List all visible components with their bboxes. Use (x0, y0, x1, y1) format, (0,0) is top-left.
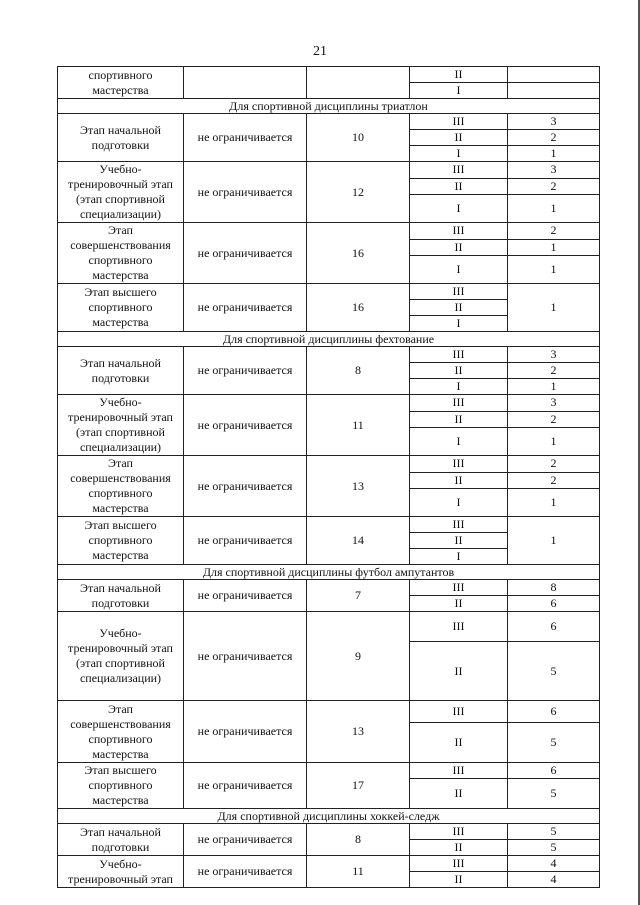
class-cell: II (410, 300, 508, 316)
limit-cell: не ограничивается (184, 856, 307, 888)
count-cell: 13 (307, 701, 410, 763)
count-cell: 8 (307, 824, 410, 856)
table-row (58, 114, 600, 130)
value-cell: 5 (508, 723, 600, 763)
stage-cell: Этап начальной подготовки (58, 824, 184, 856)
class-cell: II (410, 239, 508, 256)
value-cell: 2 (508, 456, 600, 473)
stage-cell: спортивного мастерства (58, 67, 184, 99)
section-title: Для спортивной дисциплины фехтование (58, 332, 600, 347)
value-cell: 6 (508, 763, 600, 779)
value-cell: 2 (508, 363, 600, 379)
class-cell: III (410, 612, 508, 642)
class-cell: II (410, 67, 508, 83)
limit-cell: не ограничивается (184, 456, 307, 517)
stage-cell: Этап совершенствования спортивного мастерства (58, 456, 184, 517)
page-number: 21 (313, 44, 327, 59)
section-title: Для спортивной дисциплины хоккей-следж (58, 809, 600, 824)
limit-cell: не ограничивается (184, 701, 307, 763)
value-cell: 5 (508, 824, 600, 840)
limit-cell: не ограничивается (184, 763, 307, 809)
class-cell: II (410, 642, 508, 701)
limit-cell: не ограничивается (184, 284, 307, 332)
limit-cell: не ограничивается (184, 395, 307, 456)
stage-cell: Этап совершенствования спортивного мастерства (58, 223, 184, 284)
stage-cell: Учебно-тренировочный этап (58, 856, 184, 888)
class-cell: I (410, 83, 508, 99)
section-row (58, 332, 600, 347)
value-cell: 4 (508, 872, 600, 888)
value-cell: 5 (508, 840, 600, 856)
value-cell: 3 (508, 347, 600, 363)
class-cell: III (410, 517, 508, 533)
class-cell: I (410, 489, 508, 517)
table-row (58, 517, 600, 533)
class-cell: II (410, 596, 508, 612)
count-cell: 14 (307, 517, 410, 565)
table-row (58, 580, 600, 596)
class-cell: II (410, 779, 508, 809)
count-cell: 16 (307, 284, 410, 332)
class-cell: II (410, 411, 508, 428)
class-cell: III (410, 162, 508, 179)
table-row (58, 612, 600, 642)
class-cell: III (410, 456, 508, 473)
class-cell: I (410, 428, 508, 456)
value-cell: 5 (508, 779, 600, 809)
class-cell: III (410, 347, 508, 363)
count-cell: 13 (307, 456, 410, 517)
value-cell: 2 (508, 130, 600, 146)
class-cell: III (410, 114, 508, 130)
count-cell: 11 (307, 395, 410, 456)
count-cell: 11 (307, 856, 410, 888)
class-cell: III (410, 284, 508, 300)
class-cell: II (410, 130, 508, 146)
stage-cell: Учебно-тренировочный этап (этап спортивной специализации) (58, 395, 184, 456)
value-cell (508, 67, 600, 83)
value-cell: 1 (508, 379, 600, 395)
class-cell: II (410, 533, 508, 549)
class-cell: III (410, 580, 508, 596)
count-cell: 7 (307, 580, 410, 612)
requirements-table-wrap (57, 66, 599, 888)
class-cell: III (410, 395, 508, 412)
class-cell: III (410, 701, 508, 723)
section-row (58, 565, 600, 580)
class-cell: I (410, 379, 508, 395)
class-cell: II (410, 872, 508, 888)
table-row (58, 701, 600, 723)
stage-cell: Этап начальной подготовки (58, 347, 184, 395)
count-cell (307, 67, 410, 99)
class-cell: III (410, 824, 508, 840)
table-row (58, 763, 600, 779)
section-row (58, 99, 600, 114)
value-cell: 6 (508, 596, 600, 612)
value-cell: 1 (508, 489, 600, 517)
value-cell: 2 (508, 223, 600, 240)
limit-cell: не ограничивается (184, 114, 307, 162)
table-row (58, 347, 600, 363)
count-cell: 8 (307, 347, 410, 395)
class-cell: III (410, 856, 508, 872)
value-cell: 4 (508, 856, 600, 872)
section-title: Для спортивной дисциплины футбол ампутантов (58, 565, 600, 580)
class-cell: I (410, 316, 508, 332)
limit-cell: не ограничивается (184, 347, 307, 395)
table-body (58, 67, 600, 888)
stage-cell: Этап высшего спортивного мастерства (58, 763, 184, 809)
requirements-table (57, 66, 600, 888)
table-row (58, 223, 600, 240)
value-cell (508, 83, 600, 99)
count-cell: 16 (307, 223, 410, 284)
table-row (58, 456, 600, 473)
value-cell: 2 (508, 472, 600, 489)
value-cell: 2 (508, 178, 600, 195)
stage-cell: Учебно-тренировочный этап (этап спортивной специализации) (58, 162, 184, 223)
count-cell: 10 (307, 114, 410, 162)
limit-cell: не ограничивается (184, 580, 307, 612)
value-cell: 3 (508, 395, 600, 412)
value-cell: 3 (508, 162, 600, 179)
class-cell: II (410, 178, 508, 195)
limit-cell: не ограничивается (184, 517, 307, 565)
stage-cell: Этап начальной подготовки (58, 114, 184, 162)
value-cell: 1 (508, 284, 600, 332)
class-cell: I (410, 195, 508, 223)
stage-cell: Учебно-тренировочный этап (этап спортивной специализации) (58, 612, 184, 701)
stage-cell: Этап высшего спортивного мастерства (58, 284, 184, 332)
limit-cell (184, 67, 307, 99)
value-cell: 5 (508, 642, 600, 701)
value-cell: 8 (508, 580, 600, 596)
class-cell: I (410, 146, 508, 162)
value-cell: 1 (508, 146, 600, 162)
class-cell: II (410, 840, 508, 856)
class-cell: II (410, 472, 508, 489)
stage-cell: Этап совершенствования спортивного мастерства (58, 701, 184, 763)
stage-cell: Этап высшего спортивного мастерства (58, 517, 184, 565)
table-row (58, 284, 600, 300)
count-cell: 12 (307, 162, 410, 223)
class-cell: III (410, 223, 508, 240)
value-cell: 3 (508, 114, 600, 130)
value-cell: 1 (508, 195, 600, 223)
value-cell: 1 (508, 239, 600, 256)
value-cell: 1 (508, 256, 600, 284)
class-cell: II (410, 363, 508, 379)
class-cell: II (410, 723, 508, 763)
limit-cell: не ограничивается (184, 162, 307, 223)
count-cell: 17 (307, 763, 410, 809)
value-cell: 1 (508, 517, 600, 565)
table-row (58, 395, 600, 412)
value-cell: 1 (508, 428, 600, 456)
section-title: Для спортивной дисциплины триатлон (58, 99, 600, 114)
limit-cell: не ограничивается (184, 824, 307, 856)
count-cell: 9 (307, 612, 410, 701)
class-cell: I (410, 256, 508, 284)
value-cell: 6 (508, 701, 600, 723)
limit-cell: не ограничивается (184, 612, 307, 701)
limit-cell: не ограничивается (184, 223, 307, 284)
table-row (58, 824, 600, 840)
value-cell: 2 (508, 411, 600, 428)
stage-cell: Этап начальной подготовки (58, 580, 184, 612)
table-row (58, 67, 600, 83)
table-row (58, 162, 600, 179)
table-row (58, 856, 600, 872)
value-cell: 6 (508, 612, 600, 642)
class-cell: I (410, 549, 508, 565)
class-cell: III (410, 763, 508, 779)
section-row (58, 809, 600, 824)
